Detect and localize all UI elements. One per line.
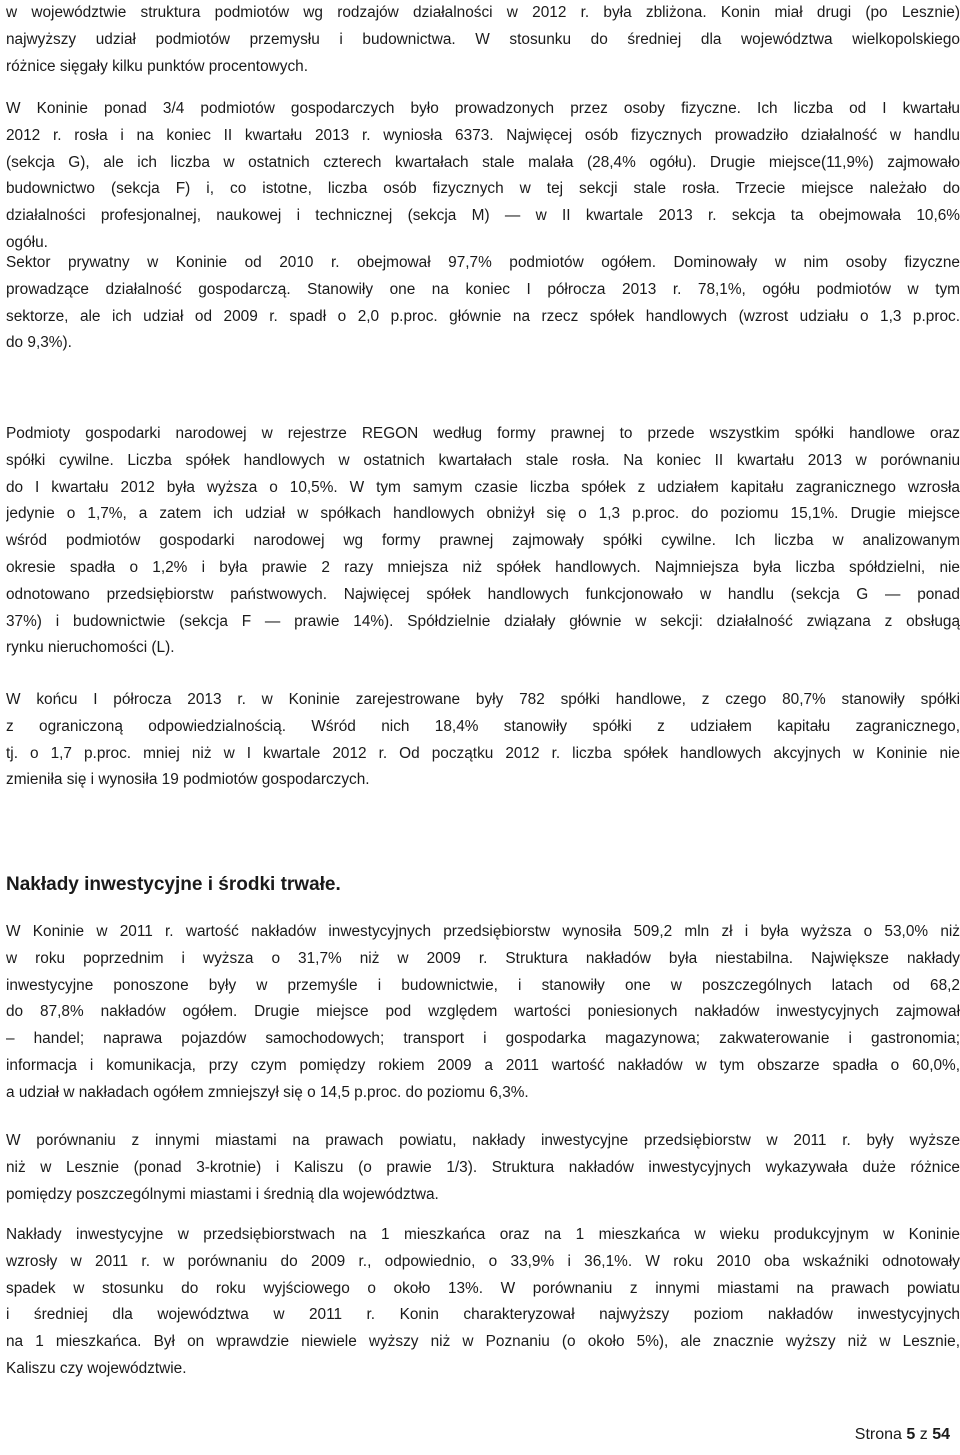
text-line: budownictwo (sekcja F) i, co istotne, liczba osób fizycznych w tej sekcji stale rosła. Trzecie miejsce należało do bbox=[6, 180, 960, 198]
section-heading: Nakłady inwestycyjne i środki trwałe. bbox=[6, 874, 341, 895]
footer-label: Strona bbox=[854, 1426, 902, 1443]
text-line: odnotowano przedsiębiorstw państwowych. Najwięcej spółek handlowych funkcjonowało w handlu (sekcja G — ponad bbox=[6, 585, 960, 603]
text-line: Podmioty gospodarki narodowej w rejestrze REGON według formy prawnej to przede wszystkim spółki handlowe oraz bbox=[6, 425, 960, 442]
text-line: a udział w nakładach ogółem zmniejszył się o 14,5 p.proc. do poziomu 6,3%. bbox=[6, 1083, 529, 1101]
text-line: rynku nieruchomości (L). bbox=[6, 639, 175, 657]
paragraph-8 bbox=[6, 1222, 960, 1383]
text-line: W Koninie ponad 3/4 podmiotów gospodarczych było prowadzonych przez osoby fizyczne. Ich liczba od I kwartału bbox=[6, 100, 960, 117]
text-line: jedynie o 1,7%, a zatem ich udział w spółkach handlowych obniżył się o 1,3 p.proc. do poziomu 15,1%. Drugie miejsce bbox=[6, 505, 960, 523]
text-line: do 87,8% nakładów ogółem. Drugie miejsce pod względem wartości poniesionych nakładów inwestycyjnych zajmował bbox=[6, 1003, 960, 1021]
text-line: i średniej dla województwa w 2011 r. Konin charakteryzował najwyższy poziom nakładów inwestycyjnych bbox=[6, 1306, 960, 1324]
text-line: – handel; naprawa pojazdów samochodowych; transport i gospodarka magazynowa; zakwaterowanie i gastronomia; bbox=[6, 1030, 960, 1048]
footer-page: 5 bbox=[906, 1426, 916, 1443]
text-line: zmieniła się i wynosiła 19 podmiotów gospodarczych. bbox=[6, 771, 370, 789]
paragraph-4 bbox=[6, 421, 960, 662]
text-line: W porównaniu z innymi miastami na prawach powiatu, nakłady inwestycyjne przedsiębiorstw w 2011 r. były wyższe bbox=[6, 1132, 960, 1149]
text-line: niż w Lesznie (ponad 3-krotnie) i Kaliszu (o prawie 1/3). Struktura nakładów inwestycyjnych wykazywała duże różnice bbox=[6, 1158, 960, 1176]
text-line: tj. o 1,7 p.proc. mniej niż w I kwartale 2012 r. Od początku 2012 r. liczba spółek handlowych akcyjnych w Koninie nie bbox=[6, 744, 960, 762]
paragraph-2 bbox=[6, 96, 960, 257]
text-line: różnice sięgały kilku punktów procentowych. bbox=[6, 57, 308, 75]
paragraph-3 bbox=[6, 250, 960, 357]
text-line: W końcu I półrocza 2013 r. w Koninie zarejestrowane były 782 spółki handlowe, z czego 80,7% stanowiły spółki bbox=[6, 691, 960, 708]
footer-total: 54 bbox=[932, 1426, 950, 1443]
text-line: z ograniczoną odpowiedzialnością. Wśród nich 18,4% stanowiły spółki z udziałem kapitału zagranicznego, bbox=[6, 717, 960, 735]
text-line: pomiędzy poszczególnymi miastami i średnią dla województwa. bbox=[6, 1185, 439, 1203]
text-line: w województwie struktura podmiotów wg rodzajów działalności w 2012 r. była zbliżona. Konin miał drugi (po Lesznie) bbox=[6, 4, 960, 21]
text-line: spadek w stosunku do roku wyjściowego o około 13%. W porównaniu z innymi miastami na prawach powiatu bbox=[6, 1279, 960, 1297]
paragraph-5 bbox=[6, 687, 960, 794]
text-line: prowadzące działalność gospodarczą. Stanowiły one na koniec I półrocza 2013 r. 78,1%, ogółu podmiotów w tym bbox=[6, 280, 960, 298]
text-line: 2012 r. rosła i na koniec II kwartału 2013 r. wyniosła 6373. Najwięcej osób fizycznych prowadziło działalność w handlu bbox=[6, 126, 960, 144]
text-line: działalności profesjonalnej, naukowej i technicznej (sekcja M) — w II kwartale 2013 r. sekcja ta obejmowała 10,6% bbox=[6, 207, 960, 225]
text-line: W Koninie w 2011 r. wartość nakładów inwestycyjnych przedsiębiorstw wynosiła 509,2 mln zł i była wyższa o 53,0% niż bbox=[6, 923, 960, 940]
page-number-footer bbox=[855, 1426, 950, 1444]
text-line: (sekcja G), ale ich liczba w ostatnich czterech kwartałach stale malała (28,4% ogółu). Drugie miejsce(11,9%) zajmowało bbox=[6, 153, 960, 171]
paragraph-6 bbox=[6, 919, 960, 1107]
text-line: Kaliszu czy województwie. bbox=[6, 1359, 187, 1377]
text-line: 37%) i budownictwie (sekcja F — prawie 14%). Spółdzielnie działały głównie w sekcji: działalność związana z obsługą bbox=[6, 612, 960, 630]
text-line: najwyższy udział podmiotów przemysłu i budownictwa. W stosunku do średniej dla województwa wielkopolskiego bbox=[6, 30, 960, 48]
text-line: inwestycyjne ponoszone były w przemyśle i budownictwie, i stanowiły one w poszczególnych latach od 68,2 bbox=[6, 976, 960, 994]
text-line: na 1 mieszkańca. Był on wprawdzie niewiele wyższy niż w Poznaniu (o około 5%), ale znacznie wyższy niż w Lesznie, bbox=[6, 1333, 960, 1351]
footer-separator: z bbox=[919, 1426, 928, 1443]
text-line: wzrosły w 2011 r. w porównaniu do 2009 r., odpowiednio, o 33,9% i 36,1%. W roku 2010 oba wskaźniki odnotowały bbox=[6, 1252, 960, 1270]
text-line: Nakłady inwestycyjne w przedsiębiorstwach na 1 mieszkańca oraz na 1 mieszkańca w wieku produkcyjnym w Koninie bbox=[6, 1226, 960, 1243]
text-line: sektorze, ale ich udział od 2009 r. spadł o 2,0 p.proc. głównie na rzecz spółek handlowych (wzrost udziału o 1,3 p.proc. bbox=[6, 307, 960, 325]
text-line: spółki cywilne. Liczba spółek handlowych w ostatnich kwartałach stale rosła. Na koniec II kwartału 2013 w porównaniu bbox=[6, 451, 960, 469]
text-line: ogółu. bbox=[6, 233, 48, 251]
text-line: okresie spadła o 1,2% i była prawie 2 razy mniejsza niż spółek handlowych. Najmniejsza była liczba spółdzielni, nie bbox=[6, 558, 960, 576]
paragraph-7 bbox=[6, 1128, 960, 1208]
paragraph-1 bbox=[6, 0, 960, 80]
text-line: do 9,3%). bbox=[6, 334, 72, 352]
text-line: do I kwartału 2012 była wyższa o 10,5%. W tym samym czasie liczba spółek z udziałem kapitału zagranicznego wzrosła bbox=[6, 478, 960, 496]
text-line: Sektor prywatny w Koninie od 2010 r. obejmował 97,7% podmiotów ogółem. Dominowały w nim osoby fizyczne bbox=[6, 254, 960, 271]
text-line: w roku poprzednim i wyższa o 31,7% niż w 2009 r. Struktura nakładów była niestabilna. Największe nakłady bbox=[6, 949, 960, 967]
text-line: wśród podmiotów gospodarki narodowej wg formy prawnej zajmowały spółki cywilne. Ich liczba w analizowanym bbox=[6, 532, 960, 550]
text-line: informacja i komunikacja, przy czym pomiędzy rokiem 2009 a 2011 wartość nakładów w tym obszarze spadła o 60,0%, bbox=[6, 1056, 960, 1074]
